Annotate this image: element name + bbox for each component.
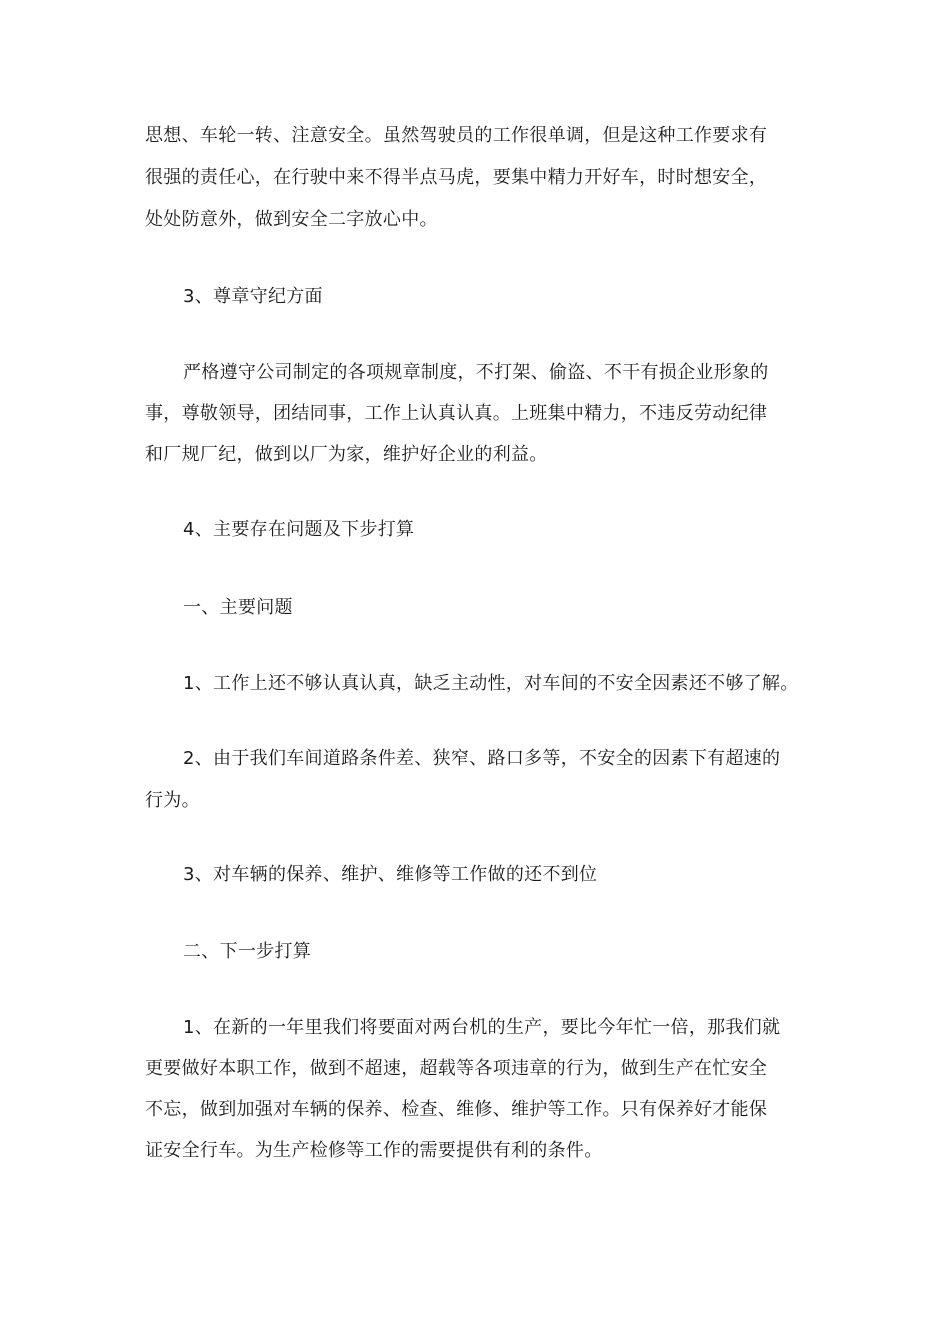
list-item-continuation: 证安全行车。为生产检修等工作的需要提供有利的条件。 (145, 1140, 603, 1161)
list-item: 2、由于我们车间道路条件差、狭窄、路口多等，不安全的因素下有超速的 (183, 748, 781, 769)
paragraph-line: 和厂规厂纪，做到以厂为家，维护好企业的利益。 (145, 444, 548, 465)
list-item-continuation: 行为。 (145, 790, 200, 811)
subsection-heading: 二、下一步打算 (183, 941, 312, 962)
paragraph-line: 思想、车轮一转、注意安全。虽然驾驶员的工作很单调，但是这种工作要求有 (145, 125, 768, 146)
paragraph-line: 严格遵守公司制定的各项规章制度，不打架、偷盗、不干有损企业形象的 (183, 362, 769, 383)
section-heading: 4、主要存在问题及下步打算 (183, 519, 415, 540)
list-item: 1、工作上还不够认真认真，缺乏主动性，对车间的不安全因素还不够了解。 (183, 673, 799, 694)
list-item-continuation: 不忘，做到加强对车辆的保养、检查、维修、维护等工作。只有保养好才能保 (145, 1099, 768, 1120)
paragraph-line: 处处防意外，做到安全二字放心中。 (145, 209, 438, 230)
list-item-continuation: 更要做好本职工作，做到不超速，超载等各项违章的行为，做到生产在忙安全 (145, 1058, 768, 1079)
subsection-heading: 一、主要问题 (183, 597, 293, 618)
section-heading: 3、尊章守纪方面 (183, 286, 323, 307)
list-item: 3、对车辆的保养、维护、维修等工作做的还不到位 (183, 864, 598, 885)
list-item: 1、在新的一年里我们将要面对两台机的生产，要比今年忙一倍，那我们就 (183, 1017, 781, 1038)
paragraph-line: 事，尊敬领导，团结同事，工作上认真认真。上班集中精力，不违反劳动纪律 (145, 403, 768, 424)
paragraph-line: 很强的责任心，在行驶中来不得半点马虎，要集中精力开好车，时时想安全， (145, 167, 768, 188)
